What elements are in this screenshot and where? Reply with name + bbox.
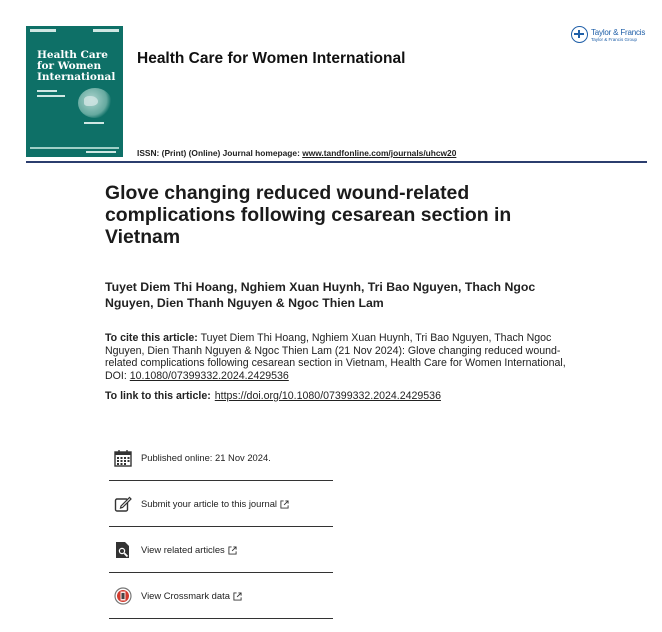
published-online — [109, 435, 333, 480]
search-document-icon — [114, 541, 132, 559]
cite-text: Tuyet Diem Thi Hoang, Nghiem Xuan Huynh, Tri Bao Nguyen, Thach Ngoc Nguyen, Dien Thanh Nguyen & Ngoc Thien Lam (21 Nov 2024): Glove changing reduced wound-related complications following cesarean section in Vietnam, Health Care for Women International, DOI: — [105, 332, 566, 382]
link-label: To link to this article: — [105, 390, 211, 402]
publisher-brand: Taylor & Francis — [591, 27, 646, 37]
publisher-sub: Taylor & Francis Group — [591, 36, 638, 42]
citation-block — [105, 332, 575, 382]
external-link-icon — [228, 546, 237, 555]
article-actions — [109, 435, 333, 619]
related-articles-label: View related articles — [141, 543, 225, 555]
taylor-francis-logo-icon — [571, 26, 588, 43]
publisher-logo[interactable] — [571, 26, 645, 43]
published-online-label: Published online: 21 Nov 2024. — [141, 452, 271, 463]
crossmark-label: View Crossmark data — [141, 589, 230, 601]
crossmark-icon — [114, 587, 132, 605]
journal-title: Health Care for Women International — [137, 50, 406, 67]
cite-label: To cite this article: — [105, 332, 198, 344]
cover-title: Health Care for Women International — [37, 49, 116, 83]
globe-icon — [78, 88, 112, 118]
article-doi-link[interactable]: https://doi.org/10.1080/07399332.2024.2429536 — [214, 390, 441, 402]
crossmark-link[interactable] — [109, 573, 333, 618]
article-title: Glove changing reduced wound-related complications following cesarean section in Vietnam — [105, 182, 512, 248]
header-divider — [26, 161, 647, 163]
edit-icon — [114, 495, 132, 513]
issn-prefix: ISSN: (Print) (Online) Journal homepage: — [137, 148, 303, 158]
external-link-icon — [233, 592, 242, 601]
calendar-icon — [114, 449, 132, 467]
journal-homepage-link[interactable]: www.tandfonline.com/journals/uhcw20 — [302, 148, 457, 158]
submit-article-label: Submit your article to this journal — [141, 497, 277, 509]
issn-line — [137, 148, 456, 158]
external-link-icon — [280, 500, 289, 509]
link-block — [105, 390, 575, 402]
action-divider — [109, 618, 333, 619]
submit-article-link[interactable] — [109, 481, 333, 526]
journal-cover — [26, 26, 123, 157]
related-articles-link[interactable] — [109, 527, 333, 572]
article-authors: Tuyet Diem Thi Hoang, Nghiem Xuan Huynh, Tri Bao Nguyen, Thach Ngoc Nguyen, Dien Thanh Nguyen & Ngoc Thien Lam — [105, 280, 536, 310]
cite-doi-link[interactable]: 10.1080/07399332.2024.2429536 — [129, 369, 289, 382]
